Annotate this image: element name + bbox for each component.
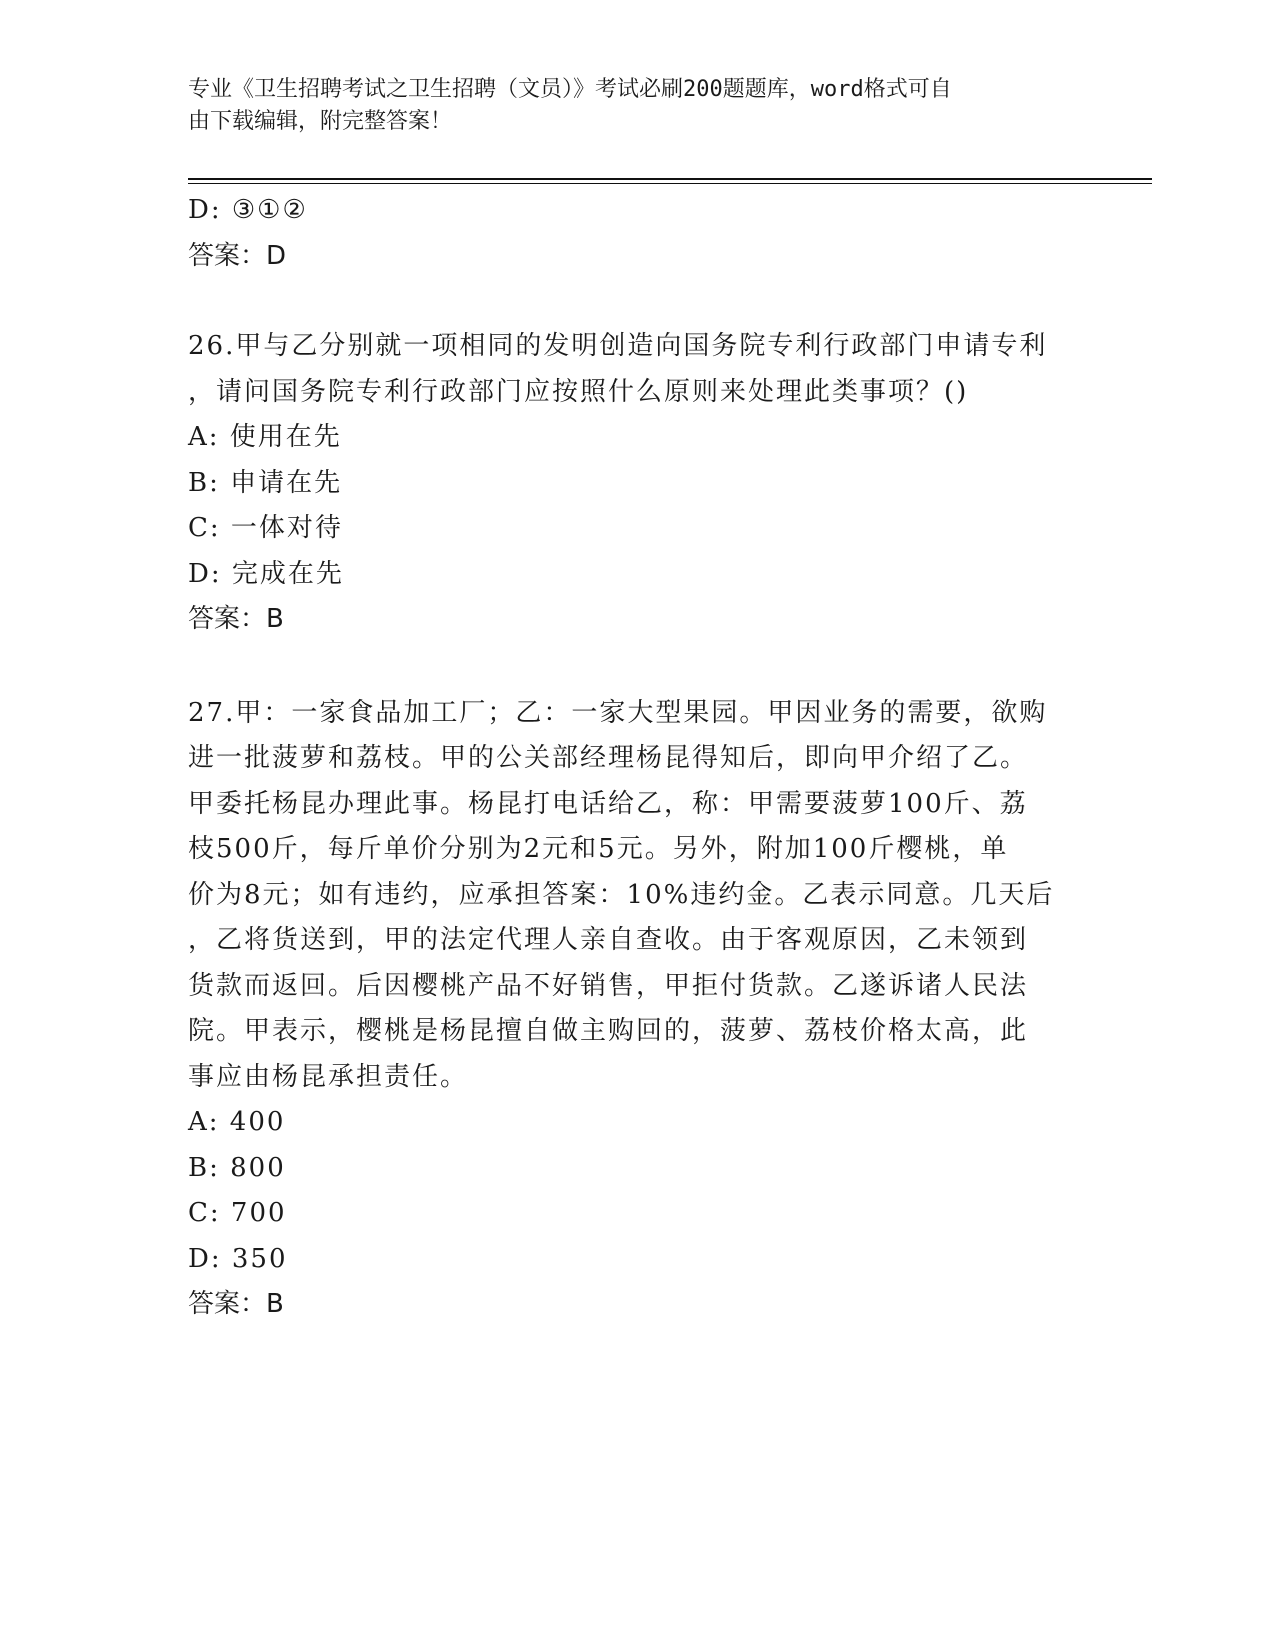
q25-answer: 答案：D <box>188 240 287 271</box>
spacer <box>188 643 1068 691</box>
header-line-2: 由下载编辑，附完整答案！ <box>188 109 453 134</box>
q27-stem-line-6: ，乙将货送到，甲的法定代理人亲自查收。由于客观原因，乙未领到 <box>188 925 1029 955</box>
q26-option-b: B: 申请在先 <box>188 467 343 498</box>
q27-option-b: B: 800 <box>188 1152 286 1183</box>
q27-stem-line-5: 价为8元；如有违约，应承担答案：10%违约金。乙表示同意。几天后 <box>188 879 1055 910</box>
q27-stem-line-3: 甲委托杨昆办理此事。杨昆打电话给乙，称：甲需要菠萝100斤、荔 <box>188 788 1028 819</box>
header-divider <box>188 178 1152 180</box>
q27-option-c: C: 700 <box>188 1198 287 1228</box>
q27-stem-line-8: 院。甲表示，樱桃是杨昆擅自做主购回的，菠萝、荔枝价格太高，此 <box>188 1016 1029 1046</box>
q26-stem-line-2: ，请问国务院专利行政部门应按照什么原则来处理此类事项？() <box>188 376 969 407</box>
q27-option-a: A: 400 <box>188 1107 286 1137</box>
header-line-1: 专业《卫生招聘考试之卫生招聘（文员）》考试必刷200题题库，word格式可自 <box>188 77 952 102</box>
q27-stem-line-9: 事应由杨昆承担责任。 <box>188 1061 469 1092</box>
question-content <box>188 188 1068 1328</box>
q27-stem-line-1: 27.甲：一家食品加工厂；乙：一家大型果园。甲因业务的需要，欲购 <box>188 697 1048 728</box>
q27-stem-line-7: 货款而返回。后因樱桃产品不好销售，甲拒付货款。乙遂诉诸人民法 <box>188 970 1029 1001</box>
spacer <box>188 279 1068 324</box>
q27-stem-line-4: 枝500斤，每斤单价分别为2元和5元。另外，附加100斤樱桃，单 <box>188 834 1009 864</box>
q27-answer: 答案：B <box>188 1289 284 1319</box>
page-header <box>188 74 1068 138</box>
q26-answer: 答案：B <box>188 604 284 634</box>
q27-stem-line-2: 进一批菠萝和荔枝。甲的公关部经理杨昆得知后，即向甲介绍了乙。 <box>188 743 1029 773</box>
q26-option-d: D: 完成在先 <box>188 558 344 589</box>
q27-option-d: D: 350 <box>188 1243 288 1274</box>
q26-option-a: A: 使用在先 <box>188 422 342 452</box>
q26-option-c: C: 一体对待 <box>188 513 343 543</box>
q26-stem-line-1: 26.甲与乙分别就一项相同的发明创造向国务院专利行政部门申请专利 <box>188 331 1048 361</box>
q25-option-d: D: ③①② <box>188 195 308 225</box>
header-divider-thin <box>188 183 1152 184</box>
